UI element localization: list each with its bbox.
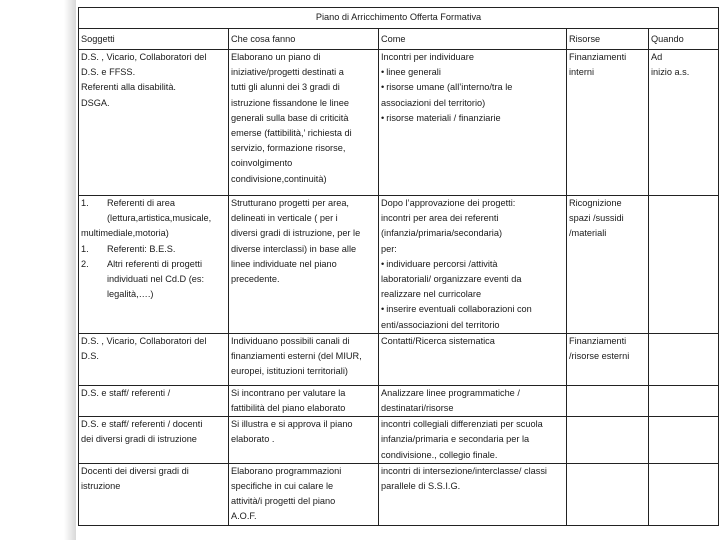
- table-row: [79, 463, 719, 525]
- cell-risorse: [567, 417, 649, 464]
- cell-line: Finanziamenti: [569, 335, 627, 346]
- cell-line: Ricognizione: [569, 198, 622, 208]
- cell-line: incontri per area dei referenti: [381, 213, 499, 224]
- cell-quando: [649, 196, 719, 334]
- cell-line: specifiche in cui calare le: [231, 481, 334, 492]
- cell-line: inizio a.s.: [651, 67, 690, 78]
- table-row: [79, 385, 719, 416]
- cell-risorse: [567, 196, 649, 334]
- cell-line: legalità,….): [107, 289, 154, 300]
- cell-line: Ad: [651, 52, 663, 62]
- cell-line: /risorse esterni: [569, 351, 630, 362]
- cell-quando: [649, 333, 719, 385]
- cell-line: precedente.: [231, 274, 280, 285]
- cell-risorse: [567, 333, 649, 385]
- bullet-item: • risorse materiali / finanziarie: [381, 111, 564, 126]
- cell-quando: [649, 463, 719, 525]
- cell-line: Elaborano un piano di: [231, 52, 321, 62]
- cell-line: realizzare nel curricolare: [381, 289, 482, 300]
- cell-line: iniziative/progetti destinati a: [231, 67, 344, 78]
- page-shadow: [64, 0, 76, 540]
- cell-line: destinatari/risorse: [381, 403, 454, 414]
- cell-line: Dopo l’approvazione dei progetti:: [381, 198, 516, 208]
- cell-line: multimediale,motoria): [81, 228, 169, 239]
- cell-line: Si illustra e si approva il piano: [231, 419, 353, 430]
- header-soggetti: Soggetti: [79, 29, 229, 50]
- cell-soggetti: [79, 463, 229, 525]
- cell-quando: [649, 50, 719, 196]
- cell-line: D.S. e staff/ referenti / docenti: [81, 419, 203, 430]
- cell-line: Individuano possibili canali di: [231, 335, 350, 346]
- cell-che-cosa: [229, 385, 379, 416]
- cell-line: (lettura,artistica,musicale,: [107, 213, 212, 224]
- bullet-item: • risorse umane (all’interno/tra le: [381, 80, 564, 95]
- header-che-cosa-fanno: Che cosa fanno: [229, 29, 379, 50]
- cell-come: [379, 417, 567, 464]
- cell-line: /materiali: [569, 228, 607, 239]
- cell-line: interni: [569, 67, 595, 78]
- cell-line: A.O.F.: [231, 511, 257, 522]
- cell-line: Incontri per individuare: [381, 52, 474, 62]
- cell-come: [379, 385, 567, 416]
- cell-line: Analizzare linee programmatiche /: [381, 387, 520, 398]
- cell-che-cosa: [229, 333, 379, 385]
- cell-line: Elaborano programmazioni: [231, 465, 342, 476]
- table-row: [79, 417, 719, 464]
- cell-line: associazioni del territorio): [381, 97, 486, 108]
- cell-line: DSGA.: [81, 97, 110, 108]
- bullet-item: • individuare percorsi /attività: [381, 257, 564, 272]
- cell-line: coinvolgimento: [231, 158, 293, 169]
- cell-line: elaborato .: [231, 434, 275, 445]
- cell-line: Referenti: B.E.S.: [107, 243, 176, 254]
- cell-risorse: [567, 50, 649, 196]
- cell-line: Docenti dei diversi gradi di: [81, 465, 189, 476]
- table-row: [79, 196, 719, 334]
- cell-line: Si incontrano per valutare la: [231, 387, 346, 398]
- cell-soggetti: [79, 50, 229, 196]
- list-number: 1.: [81, 198, 89, 208]
- cell-line: servizio, formazione risorse,: [231, 143, 346, 154]
- list-number: 1.: [81, 243, 89, 254]
- cell-line: individuati nel Cd.D (es:: [107, 274, 205, 285]
- cell-line: tutti gli alunni dei 3 gradi di: [231, 82, 340, 93]
- cell-line: Altri referenti di progetti: [107, 258, 202, 269]
- list-number: 2.: [81, 258, 89, 269]
- cell-line: condivisione,continuità): [231, 173, 327, 184]
- bullet-item: • linee generali: [381, 65, 564, 80]
- bullet-item: • inserire eventuali collaborazioni con: [381, 302, 564, 317]
- cell-line: generali sulla base di criticità: [231, 112, 349, 123]
- table-title: Piano di Arricchimento Offerta Formativa: [79, 8, 719, 29]
- cell-soggetti: [79, 417, 229, 464]
- cell-line: D.S. , Vicario, Collaboratori del: [81, 52, 207, 62]
- cell-come: [379, 50, 567, 196]
- cell-line: Finanziamenti: [569, 52, 627, 62]
- plan-table: [78, 7, 719, 526]
- header-quando: Quando: [649, 29, 719, 50]
- cell-line: infanzia/primaria e secondaria per la: [381, 434, 530, 445]
- cell-line: laboratoriali/ organizzare eventi da: [381, 274, 522, 285]
- cell-come: [379, 333, 567, 385]
- cell-line: incontri di intersezione/interclasse/ classi: [381, 465, 547, 476]
- cell-line: D.S. e FFSS.: [81, 67, 136, 78]
- cell-line: condivisione., collegio finale.: [381, 449, 498, 460]
- cell-line: emerse (fattibilità,’ richiesta di: [231, 128, 352, 139]
- cell-line: per:: [381, 243, 397, 254]
- cell-soggetti: [79, 333, 229, 385]
- cell-line: istruzione fissandone le linee: [231, 97, 349, 108]
- cell-line: Referenti alla disabilità.: [81, 82, 176, 93]
- cell-che-cosa: [229, 196, 379, 334]
- cell-line: Contatti/Ricerca sistematica: [381, 335, 495, 346]
- cell-che-cosa: [229, 463, 379, 525]
- cell-line: finanziamenti esterni (del MIUR,: [231, 351, 362, 362]
- cell-che-cosa: [229, 417, 379, 464]
- cell-come: [379, 463, 567, 525]
- cell-line: D.S.: [81, 351, 99, 362]
- table-row: [79, 333, 719, 385]
- header-row: [79, 29, 719, 50]
- cell-line: diversi gradi di istruzione, per le: [231, 228, 361, 239]
- header-come: Come: [379, 29, 567, 50]
- cell-risorse: [567, 385, 649, 416]
- cell-line: Referenti di area: [107, 198, 175, 208]
- cell-line: spazi /sussidi: [569, 213, 624, 224]
- cell-quando: [649, 385, 719, 416]
- cell-line: parallele di S.S.I.G.: [381, 481, 461, 492]
- header-risorse: Risorse: [567, 29, 649, 50]
- cell-line: attività/i progetti del piano: [231, 496, 336, 507]
- cell-line: linee individuate nel piano: [231, 258, 337, 269]
- cell-line: istruzione: [81, 481, 121, 492]
- cell-risorse: [567, 463, 649, 525]
- cell-soggetti: [79, 385, 229, 416]
- cell-line: enti/associazioni del territorio: [381, 319, 500, 330]
- cell-line: europei, istituzioni territoriali): [231, 366, 348, 377]
- cell-line: (infanzia/primaria/secondaria): [381, 228, 503, 239]
- cell-line: fattibilità del piano elaborato: [231, 403, 346, 414]
- cell-line: dei diversi gradi di istruzione: [81, 434, 197, 445]
- cell-soggetti: [79, 196, 229, 334]
- slide-page: [76, 0, 720, 540]
- table-row: [79, 50, 719, 196]
- cell-quando: [649, 417, 719, 464]
- cell-line: incontri collegiali differenziati per scuola: [381, 419, 543, 430]
- cell-che-cosa: [229, 50, 379, 196]
- cell-line: diverse interclassi) in base alle: [231, 243, 357, 254]
- cell-line: D.S. e staff/ referenti /: [81, 387, 171, 398]
- cell-line: delineati in verticale ( per i: [231, 213, 338, 224]
- cell-line: D.S. , Vicario, Collaboratori del: [81, 335, 207, 346]
- cell-line: Strutturano progetti per area,: [231, 198, 349, 208]
- cell-come: [379, 196, 567, 334]
